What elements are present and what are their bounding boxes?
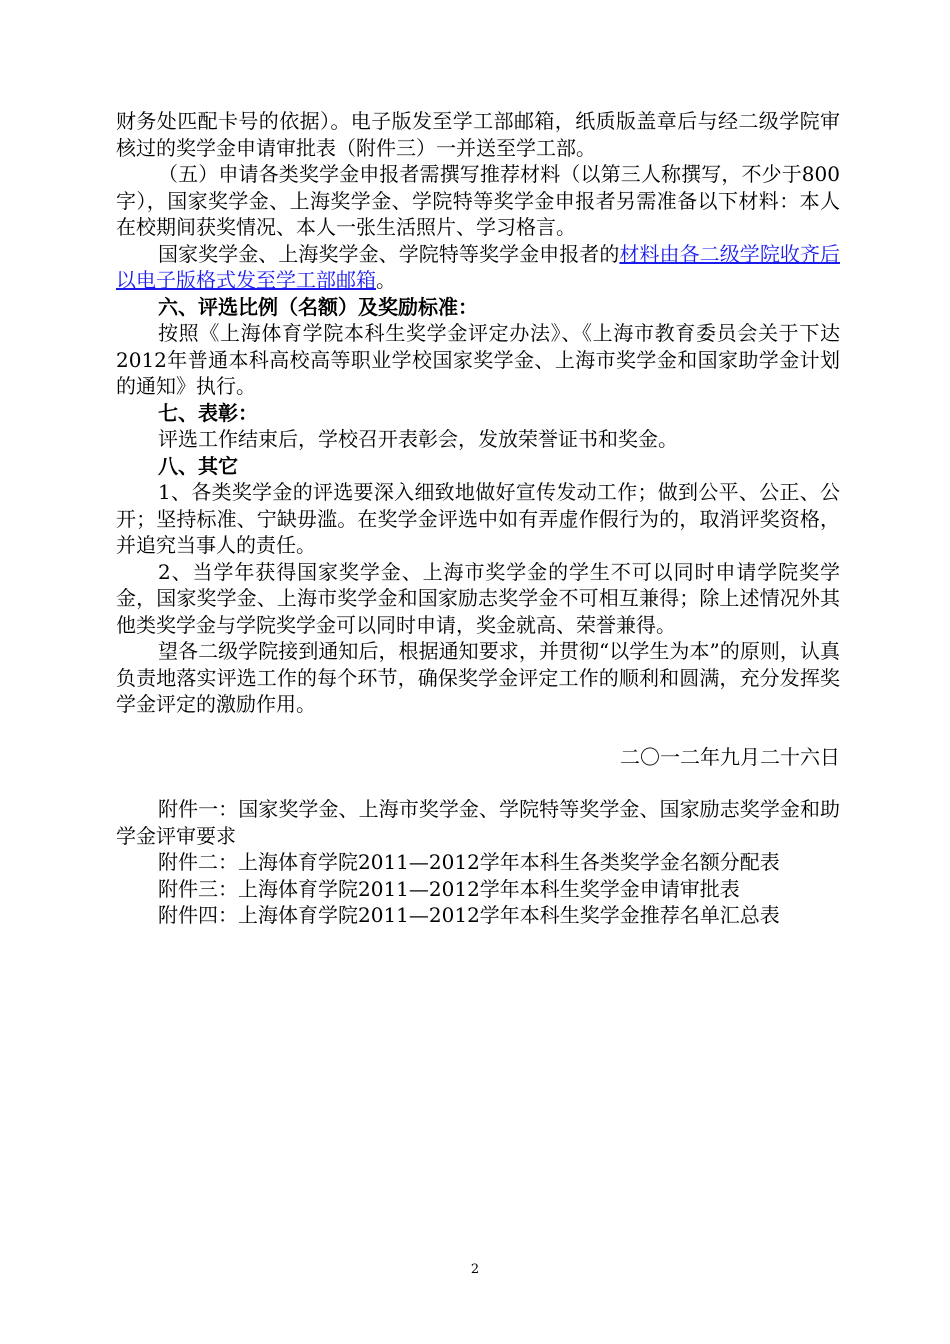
email-submission-link[interactable]: 材料由各二级学院收齐后以电子版格式发至学工部邮箱: [116, 241, 841, 292]
paragraph-submission: 财务处匹配卡号的依据）。电子版发至学工部邮箱，纸质版盖章后与经二级学院审核过的奖学金申请审批表（附件三）一并送至学工部。: [116, 109, 840, 160]
paragraph-commendation: 评选工作结束后，学校召开表彰会，发放荣誉证书和奖金。: [158, 427, 678, 451]
paragraph-special-materials: [116, 241, 840, 294]
document-date: 二〇一二年九月二十六日: [620, 744, 840, 769]
section-heading-commendation: 七、表彰：: [158, 400, 258, 425]
section-heading-other: 八、其它: [158, 453, 238, 478]
attachment-list: [116, 796, 840, 929]
attachment-item: 附件四：上海体育学院2011—2012学年本科生奖学金推荐名单汇总表: [158, 903, 780, 927]
document-body: [116, 108, 840, 929]
attachment-item: 附件二：上海体育学院2011—2012学年本科生各类奖学金名额分配表: [158, 850, 780, 874]
paragraph-quota: 按照《上海体育学院本科生奖学金评定办法》、《上海市教育委员会关于下达2012年普通本科高校高等职业学校国家奖学金、上海市奖学金和国家助学金计划的通知》执行。: [116, 321, 840, 398]
paragraph-other-1: 1、各类奖学金的评选要深入细致地做好宣传发动工作；做到公平、公正、公开；坚持标准、宁缺毋滥。在奖学金评选中如有弄虚作假行为的，取消评奖资格，并追究当事人的责任。: [116, 480, 840, 557]
attachment-item: 附件一：国家奖学金、上海市奖学金、学院特等奖学金、国家励志奖学金和助学金评审要求: [116, 797, 840, 848]
page-number: 2: [470, 1262, 480, 1277]
paragraph-other-2: 2、当学年获得国家奖学金、上海市奖学金的学生不可以同时申请学院奖学金，国家奖学金、上海市奖学金和国家励志奖学金不可相互兼得；除上述情况外其他类奖学金与学院奖学金可以同时申请，奖金就高、荣誉兼得。: [116, 559, 840, 637]
paragraph-special-prefix: 国家奖学金、上海奖学金、学院特等奖学金申报者的: [158, 241, 620, 266]
paragraph-closing: 望各二级学院接到通知后，根据通知要求，并贯彻“以学生为本”的原则，认真负责地落实评选工作的每个环节，确保奖学金评定工作的顺利和圆满，充分发挥奖学金评定的激励作用。: [116, 639, 840, 716]
paragraph-special-suffix: 。: [376, 268, 396, 292]
attachment-item: 附件三：上海体育学院2011—2012学年本科生奖学金申请审批表: [158, 876, 740, 901]
paragraph-materials: （五）申请各类奖学金申报者需撰写推荐材料（以第三人称撰写，不少于800字），国家奖学金、上海奖学金、学院特等奖学金申报者另需准备以下材料：本人在校期间获奖情况、本人一张生活照片、学习格言。: [116, 162, 840, 239]
section-heading-quota: 六、评选比例（名额）及奖励标准：: [158, 294, 478, 319]
